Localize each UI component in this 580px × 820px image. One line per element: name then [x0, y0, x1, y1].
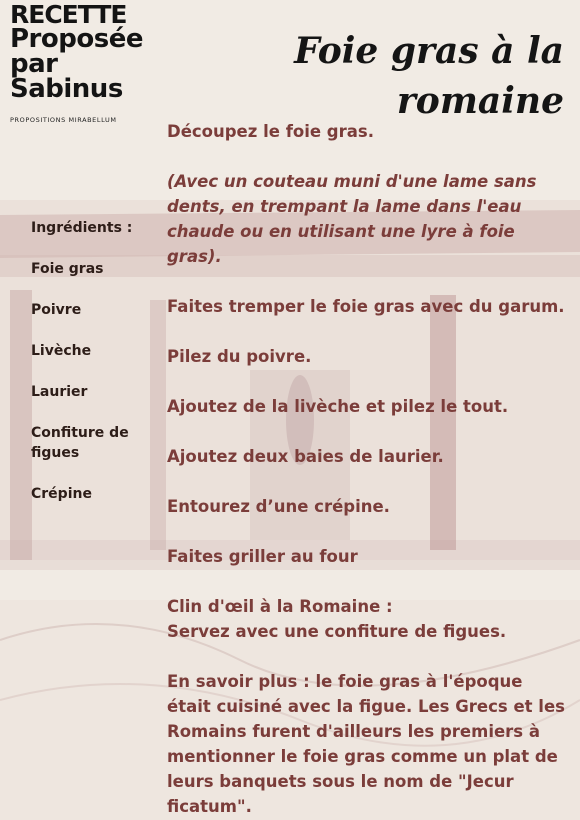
brand-line-author: Sabinus	[10, 74, 123, 104]
brand-line-par: par	[10, 49, 58, 79]
step-1-note: (Avec un couteau muni d'une lame sans dents, en trempant la lame dans l'eau chaude ou en utilisant une lyre à foie gras).	[167, 172, 537, 266]
ingredient-item: Foie gras	[31, 261, 104, 277]
recipe-steps	[167, 119, 567, 819]
brand-line-proposee: Proposée	[10, 24, 143, 54]
tip-heading: Clin d'œil à la Romaine :	[167, 597, 393, 616]
step-7: Faites griller au four	[167, 547, 358, 566]
brand-line-recette: RECETTE	[10, 0, 127, 29]
ingredients-list	[31, 218, 141, 525]
brand-block	[10, 2, 143, 102]
page-title	[264, 26, 564, 126]
ingredients-heading: Ingrédients :	[31, 220, 133, 236]
ingredient-item: Crépine	[31, 486, 92, 502]
step-3: Pilez du poivre.	[167, 347, 312, 366]
ingredient-item: Confiture de figues	[31, 425, 129, 461]
ingredient-item: Poivre	[31, 302, 82, 318]
tip-text: Servez avec une confiture de figues.	[167, 622, 507, 641]
step-6: Entourez d’une crépine.	[167, 497, 390, 516]
step-4: Ajoutez de la livèche et pilez le tout.	[167, 397, 509, 416]
more-info: En savoir plus : le foie gras à l'époque était cuisiné avec la figue. Les Grecs et les Romains furent d'ailleurs les premiers à mentionner le foie gras comme un plat de leurs banquets sous le nom de "Jecur ficatum".	[167, 672, 565, 816]
ingredient-item: Laurier	[31, 384, 88, 400]
title-line-2: romaine	[396, 80, 564, 122]
step-2: Faites tremper le foie gras avec du garum.	[167, 297, 565, 316]
step-5: Ajoutez deux baies de laurier.	[167, 447, 444, 466]
step-1: Découpez le foie gras.	[167, 122, 374, 141]
subbrand-label: PROPOSITIONS MIRABELLUM	[10, 116, 117, 124]
title-line-1: Foie gras à la	[294, 30, 564, 72]
ingredient-item: Livèche	[31, 343, 92, 359]
